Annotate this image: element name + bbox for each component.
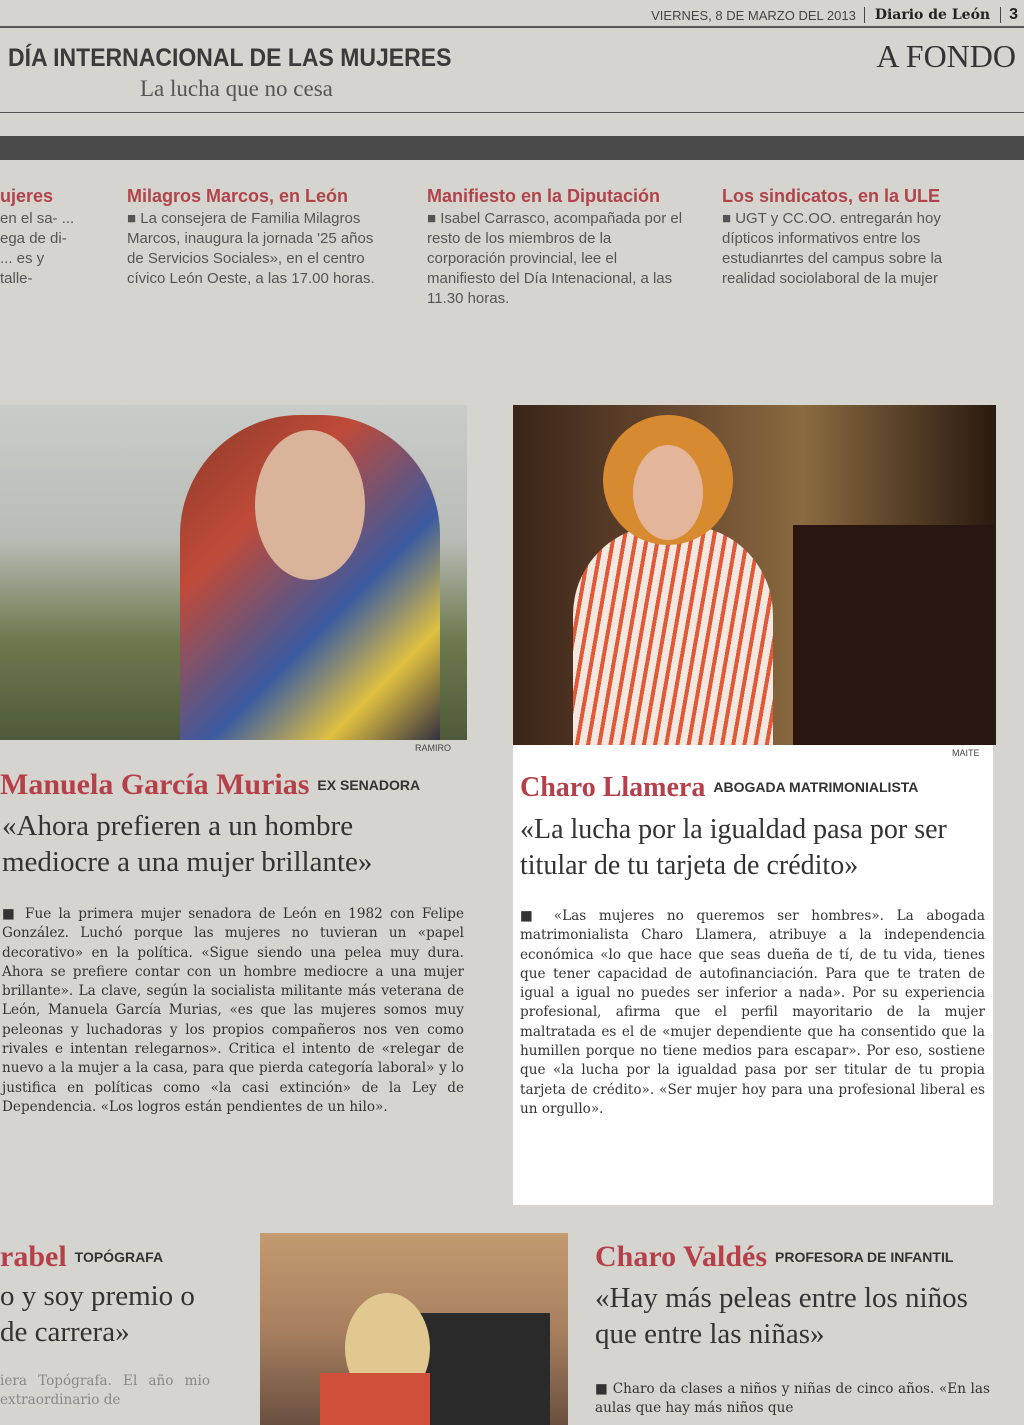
brief xyxy=(0,186,80,289)
page-kicker: DÍA INTERNACIONAL DE LAS MUJERES xyxy=(8,44,452,72)
person-name: Manuela García Murias xyxy=(0,768,310,801)
brief-text: en el sa- ... ega de di- ... es y talle- xyxy=(0,210,75,287)
brief-text: ■ La consejera de Familia Milagros Marcos, inaugura la jornada '25 años de Servicios Sociales», en el centro cívico León Oeste, a las 17.00 horas. xyxy=(127,210,375,287)
brief-title: Manifiesto en la Diputación xyxy=(427,186,661,206)
article-body: iera Topógrafa. El año mio extraordinario de xyxy=(0,1373,210,1409)
photo-charo-valdes xyxy=(260,1233,568,1425)
newspaper-logo: Diario de León xyxy=(864,7,1001,23)
headline-quote: «Ahora prefieren a un hombre mediocre a una mujer brillante» xyxy=(2,810,373,878)
person-name: Charo Llamera xyxy=(520,772,706,803)
brief xyxy=(127,186,389,289)
page-number: 3 xyxy=(1009,6,1018,23)
brief-title: Los sindicatos, en la ULE xyxy=(722,186,941,206)
person-role: TOPÓGRAFA xyxy=(74,1249,164,1265)
date: VIERNES, 8 DE MARZO DEL 2013 xyxy=(651,7,856,23)
page-subtitle: La lucha que no cesa xyxy=(140,76,333,101)
divider xyxy=(0,26,1024,28)
person-name: Charo Valdés xyxy=(595,1240,768,1273)
headline-quote: «Hay más peleas entre los niños que entre las niñas» xyxy=(595,1282,968,1350)
headline-quote: o y soy premio o de carrera» xyxy=(0,1280,195,1348)
article-body: ■ Charo da clases a niños y niñas de cinco años. «En las aulas que hay más niños que xyxy=(595,1381,990,1417)
photo-charo-llamera xyxy=(513,405,996,745)
person-role: PROFESORA DE INFANTIL xyxy=(775,1249,954,1265)
byline xyxy=(520,772,918,804)
brief xyxy=(722,186,984,289)
brief-text: ■ Isabel Carrasco, acompañada por el resto de los miembros de la corporación provincial, lee el manifiesto del Día Intenacional, a las 11.30 horas. xyxy=(427,210,683,307)
section-bar xyxy=(0,136,1024,160)
person-name: rabel xyxy=(0,1240,67,1273)
article-body: ■ «Las mujeres no queremos ser hombres». La abogada matrimonialista Charo Llamera, atribuye a la independencia económica «lo que hace que seas dueña de tí, de tu vida, tienes que tener capacidad de autofinanciación. Para que te traten de igual a igual no puedes ser inferior a nada». Por su experiencia profesional, afirma que el perfil mayoritario de la mujer maltratada es el de «mujer dependiente que ha consentido que la humillen porque no tiene medios para escapar». Por eso, sostiene que «la lucha por la igualdad pasa por ser titular de tu propia tarjeta de crédito». «Ser mujer hoy para una profesional liberal es un orgullo». xyxy=(520,908,985,1117)
byline xyxy=(0,768,420,802)
person-role: ABOGADA MATRIMONIALISTA xyxy=(713,779,919,795)
photo-credit: RAMIRO xyxy=(415,743,451,753)
divider xyxy=(0,112,1024,113)
photo-manuela-garcia xyxy=(0,405,467,740)
article-body: ■ Fue la primera mujer senadora de León en 1982 con Felipe González. Luchó porque las mujeres no tuvieran un «papel decorativo» en la política. «Sigue siendo una pelea muy dura. Ahora se prefiere contar con un hombre mediocre a una mujer brillante». La clave, según la socialista militante más veterana de León, Manuela García Murias, «es que las mujeres somos muy peleonas y luchadoras y los propios compañeros nos ven como rivales e intentan relegarnos». Critica el intento de «relegar de nuevo a la mujer a la casa, para que pierda categoría laboral» y lo justifica en políticas como «la casi extinción» de la Ley de Dependencia. «Los logros están pendientes de un hilo». xyxy=(2,906,464,1115)
section-title: A FONDO xyxy=(876,38,1016,74)
dateline xyxy=(564,4,1024,26)
byline xyxy=(595,1240,953,1274)
brief-title: ujeres xyxy=(0,186,54,206)
byline xyxy=(0,1240,163,1274)
headline-quote: «La lucha por la igualdad pasa por ser titular de tu tarjeta de crédito» xyxy=(520,814,947,881)
brief-title: Milagros Marcos, en León xyxy=(127,186,349,206)
brief xyxy=(427,186,689,309)
photo-credit: MAITE xyxy=(952,748,980,758)
person-role: EX SENADORA xyxy=(317,777,421,793)
brief-text: ■ UGT y CC.OO. entregarán hoy dípticos informativos entre los estudianrtes del campus sobre la realidad sociolaboral de la mujer xyxy=(722,210,943,287)
